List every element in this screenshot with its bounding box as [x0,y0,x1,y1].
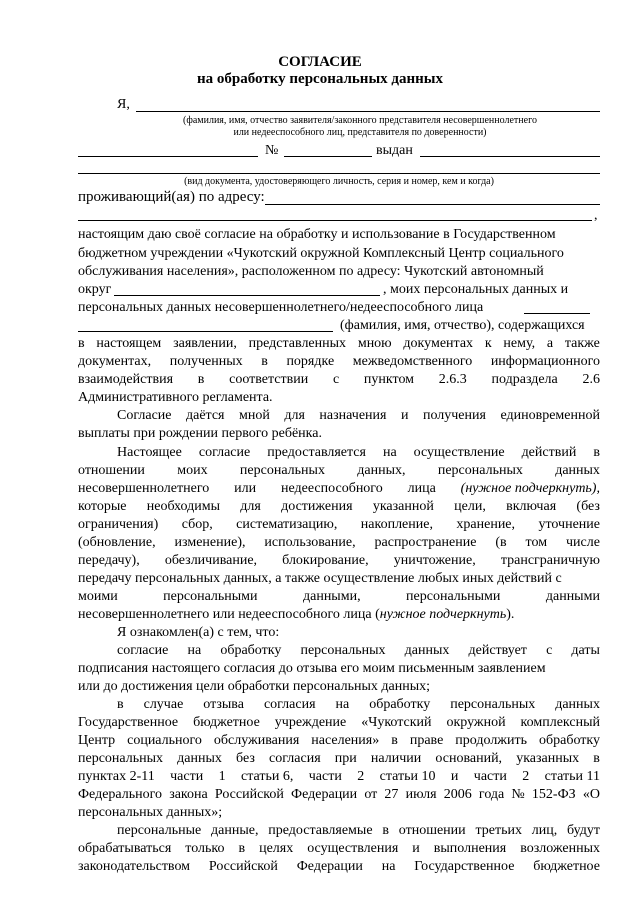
issued-by-field[interactable] [420,156,600,157]
document-title: СОГЛАСИЕ [278,54,362,70]
issued-by-field-continued[interactable] [78,173,600,174]
para1-line6-end: (фамилия, имя, отчество), содержащихся [340,318,585,333]
para3-line9: моими персональными данными, персональными данными [78,589,600,604]
number-label: № [265,143,279,158]
para5-line1: согласие на обработку персональных данных действует с даты [117,643,600,658]
applicant-name-field[interactable] [136,111,600,112]
para6-line4: персональных данных без согласия при наличии оснований, указанных в [78,751,600,766]
para1-line8: документах, полученных в порядке межведомственного информационного [78,354,600,369]
para6-line7: персональных данных»; [78,805,223,820]
minor-person-field[interactable] [524,313,590,314]
para1-line5: персональных данных несовершеннолетнего/недееспособного лица [78,300,484,315]
para3-line8: передачу персональных данных, а также осуществление любых иных действий с [78,571,562,586]
para1-line9: взаимодействия в соответствии с пунктом 2.6.3 подраздела 2.6 [78,372,600,387]
hint-document: (вид документа, удостоверяющего личность, серия и номер, кем и когда) [184,176,494,187]
para4-line1: Я ознакомлен(а) с тем, что: [117,625,280,640]
minor-name-field[interactable] [78,331,333,332]
para1-line7: в настоящем заявлении, представленных мною документах к нему, а также [78,336,600,351]
address-field[interactable] [265,204,600,205]
para1-line4-start: округ [78,282,112,297]
para1-line3: обслуживания населения», расположенном по адресу: Чукотский автономный [78,264,544,279]
para3-line5: ограничения) сбор, систематизацию, накопление, хранение, уточнение [78,517,600,532]
para3-line4: которые необходимы для достижения указанной цели, включая (без [78,499,600,514]
para7-line2: обрабатываться только в целях осуществления и выполнения возложенных [78,841,600,856]
hint-name-line-2: или недееспособного лиц, представителя по доверенности) [233,127,487,138]
para6-line5: пунктах 2-11 части 1 статьи 6, части 2 статьи 10 и части 2 статьи 11 [78,769,600,784]
address-label: проживающий(ая) по адресу: [78,189,265,205]
hint-name-line-1: (фамилия, имя, отчество заявителя/законного представителя несовершеннолетнего [183,115,537,126]
issued-label: выдан [376,143,413,158]
para2-line1: Согласие даётся мной для назначения и получения единовременной [117,408,600,423]
para1-line2: бюджетном учреждении «Чукотский окружной Комплексный Центр социального [78,246,564,261]
para6-line2: Государственное бюджетное учреждение «Чукотский окружной комплексный [78,715,600,730]
address-field-continued[interactable] [78,220,592,221]
para7-line1: персональные данные, предоставляемые в отношении третьих лиц, будут [117,823,600,838]
para6-line3: Центр социального обслуживания населения» в праве продолжить обработку [78,733,600,748]
address-comma: , [594,208,598,223]
para3-line1: Настоящее согласие предоставляется на осуществление действий в [117,445,600,460]
para6-line6: Федерального закона Российской Федерации от 27 июля 2006 года № 152-ФЗ «О [78,787,600,802]
para1-line4-end: , моих персональных данных и [383,282,569,297]
para1-line10: Административного регламента. [78,390,273,405]
para3-line2: отношении моих персональных данных, персональных данных [78,463,600,478]
para3-line6: (обновление, изменение), использование, распространение (в том числе [78,535,600,550]
document-number-field[interactable] [284,156,372,157]
region-address-field[interactable] [114,295,380,296]
para5-line3: или до достижения цели обработки персональных данных; [78,679,431,694]
para5-line2: подписания настоящего согласия до отзыва его моим письменным заявлением [78,661,546,676]
para3-line7: передачу), обезличивание, блокирование, уничтожение, трансграничную [78,553,600,568]
para3-line10: несовершеннолетнего или недееспособного лица (нужное подчеркнуть). [78,607,515,622]
document-subtitle: на обработку персональных данных [197,71,443,87]
para7-line3: законодательством Российской Федерации на Государственное бюджетное [78,859,600,874]
ya-label: Я, [117,97,130,112]
para1-line1: настоящим даю своё согласие на обработку и использование в Государственном [78,227,556,242]
para2-line2: выплаты при рождении первого ребёнка. [78,426,322,441]
document-type-field[interactable] [78,156,258,157]
para3-line3: несовершеннолетнего или недееспособного лица (нужное подчеркнуть), [78,481,600,496]
para6-line1: в случае отзыва согласия на обработку персональных данных [117,697,600,712]
